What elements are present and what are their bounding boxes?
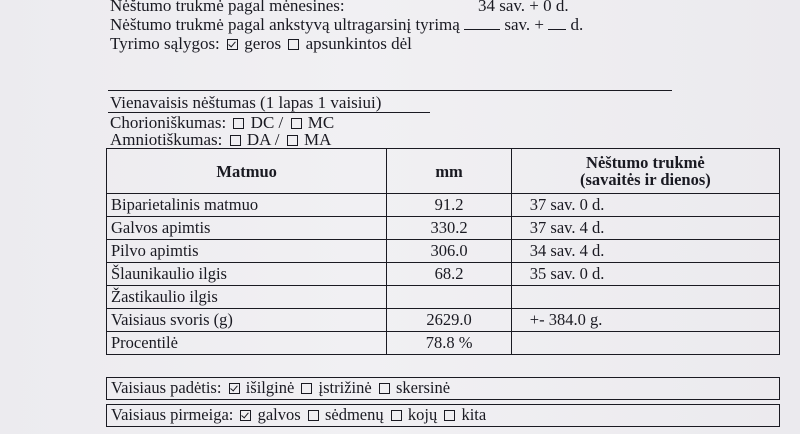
table-row	[107, 217, 780, 240]
single-pregnancy-line	[110, 94, 381, 112]
row-mm: 330.2	[387, 217, 511, 240]
presentation-feet-label: kojų	[407, 405, 438, 424]
header-measure: Matmuo	[107, 149, 387, 194]
row-ga: 34 sav. 4 d.	[511, 240, 779, 263]
header-ga-line2: (savaitės ir dienos)	[580, 170, 711, 189]
presentation-label: Vaisiaus pirmeiga:	[111, 405, 234, 424]
header-mm: mm	[387, 149, 511, 194]
ultrasound-days-blank[interactable]	[548, 17, 566, 30]
presentation-breech-checkbox[interactable]	[308, 410, 319, 421]
conditions-rule	[108, 90, 672, 91]
ultrasound-line	[110, 16, 583, 34]
row-name: Procentilė	[107, 332, 387, 355]
fetal-position-row	[106, 377, 780, 400]
row-name: Šlaunikaulio ilgis	[107, 263, 387, 286]
amnion-ma-label: MA	[304, 130, 332, 149]
amnion-ma-checkbox[interactable]	[287, 135, 298, 146]
table-row	[107, 263, 780, 286]
row-name: Žastikaulio ilgis	[107, 286, 387, 309]
table-row	[107, 286, 780, 309]
conditions-good-checkbox[interactable]	[227, 39, 238, 50]
menstrual-value: 34 sav. + 0 d.	[478, 0, 569, 15]
conditions-label: Tyrimo sąlygos:	[110, 34, 220, 53]
position-longitudinal-checkbox[interactable]	[229, 383, 240, 394]
header-ga-line1: Nėštumo trukmė	[586, 153, 705, 172]
row-ga	[511, 332, 779, 355]
ultrasound-label: Nėštumo trukmė pagal ankstyvą ultragarsinį tyrimą	[110, 15, 460, 34]
row-name: Pilvo apimtis	[107, 240, 387, 263]
position-transverse-checkbox[interactable]	[379, 383, 390, 394]
single-pregnancy-label: Vienavaisis nėštumas (1 lapas 1 vaisiui)	[110, 93, 382, 112]
conditions-difficult-label: apsunkintos dėl	[305, 34, 412, 53]
table-row	[107, 240, 780, 263]
presentation-other-label: kita	[461, 405, 487, 424]
chorion-mc-label: MC	[307, 113, 335, 132]
position-oblique-checkbox[interactable]	[301, 383, 312, 394]
row-ga: 37 sav. 4 d.	[511, 217, 779, 240]
chorion-mc-checkbox[interactable]	[291, 118, 302, 129]
row-ga	[511, 286, 779, 309]
table-row	[107, 332, 780, 355]
row-mm: 78.8 %	[387, 332, 511, 355]
menstrual-label: Nėštumo trukmė pagal mėnesines:	[110, 0, 345, 15]
table-header-row	[107, 149, 780, 194]
amnion-line	[110, 131, 331, 149]
ultrasound-d: d.	[570, 15, 584, 34]
chorion-label: Chorioniškumas:	[110, 113, 227, 132]
chorion-dc-checkbox[interactable]	[233, 118, 244, 129]
conditions-difficult-checkbox[interactable]	[288, 39, 299, 50]
presentation-breech-label: sėdmenų	[324, 405, 384, 424]
presentation-head-checkbox[interactable]	[240, 410, 251, 421]
position-oblique-label: įstrižinė	[318, 378, 372, 397]
row-mm: 91.2	[387, 194, 511, 217]
table-row	[107, 309, 780, 332]
presentation-other-checkbox[interactable]	[444, 410, 455, 421]
amnion-label: Amniotiškumas:	[110, 130, 223, 149]
ultrasound-sav: sav. +	[504, 15, 544, 34]
table-row	[107, 194, 780, 217]
row-ga: 35 sav. 0 d.	[511, 263, 779, 286]
position-longitudinal-label: išilginė	[245, 378, 295, 397]
position-label: Vaisiaus padėtis:	[111, 378, 222, 397]
row-mm	[387, 286, 511, 309]
measurement-table	[106, 148, 780, 355]
row-ga: 37 sav. 0 d.	[511, 194, 779, 217]
amnion-da-checkbox[interactable]	[230, 135, 241, 146]
presentation-head-label: galvos	[257, 405, 301, 424]
conditions-good-label: geros	[244, 34, 282, 53]
row-ga: +- 384.0 g.	[511, 309, 779, 332]
row-name: Biparietalinis matmuo	[107, 194, 387, 217]
fetal-presentation-row	[106, 404, 780, 427]
amnion-da-label: DA /	[246, 130, 280, 149]
position-transverse-label: skersinė	[395, 378, 451, 397]
row-mm: 306.0	[387, 240, 511, 263]
ultrasound-weeks-blank[interactable]	[464, 17, 500, 30]
row-name: Galvos apimtis	[107, 217, 387, 240]
chorion-dc-label: DC /	[250, 113, 284, 132]
row-name: Vaisiaus svoris (g)	[107, 309, 387, 332]
row-mm: 68.2	[387, 263, 511, 286]
menstrual-line	[110, 0, 569, 15]
row-mm: 2629.0	[387, 309, 511, 332]
presentation-feet-checkbox[interactable]	[391, 410, 402, 421]
header-gestational-age	[511, 149, 779, 194]
conditions-line	[110, 35, 412, 53]
